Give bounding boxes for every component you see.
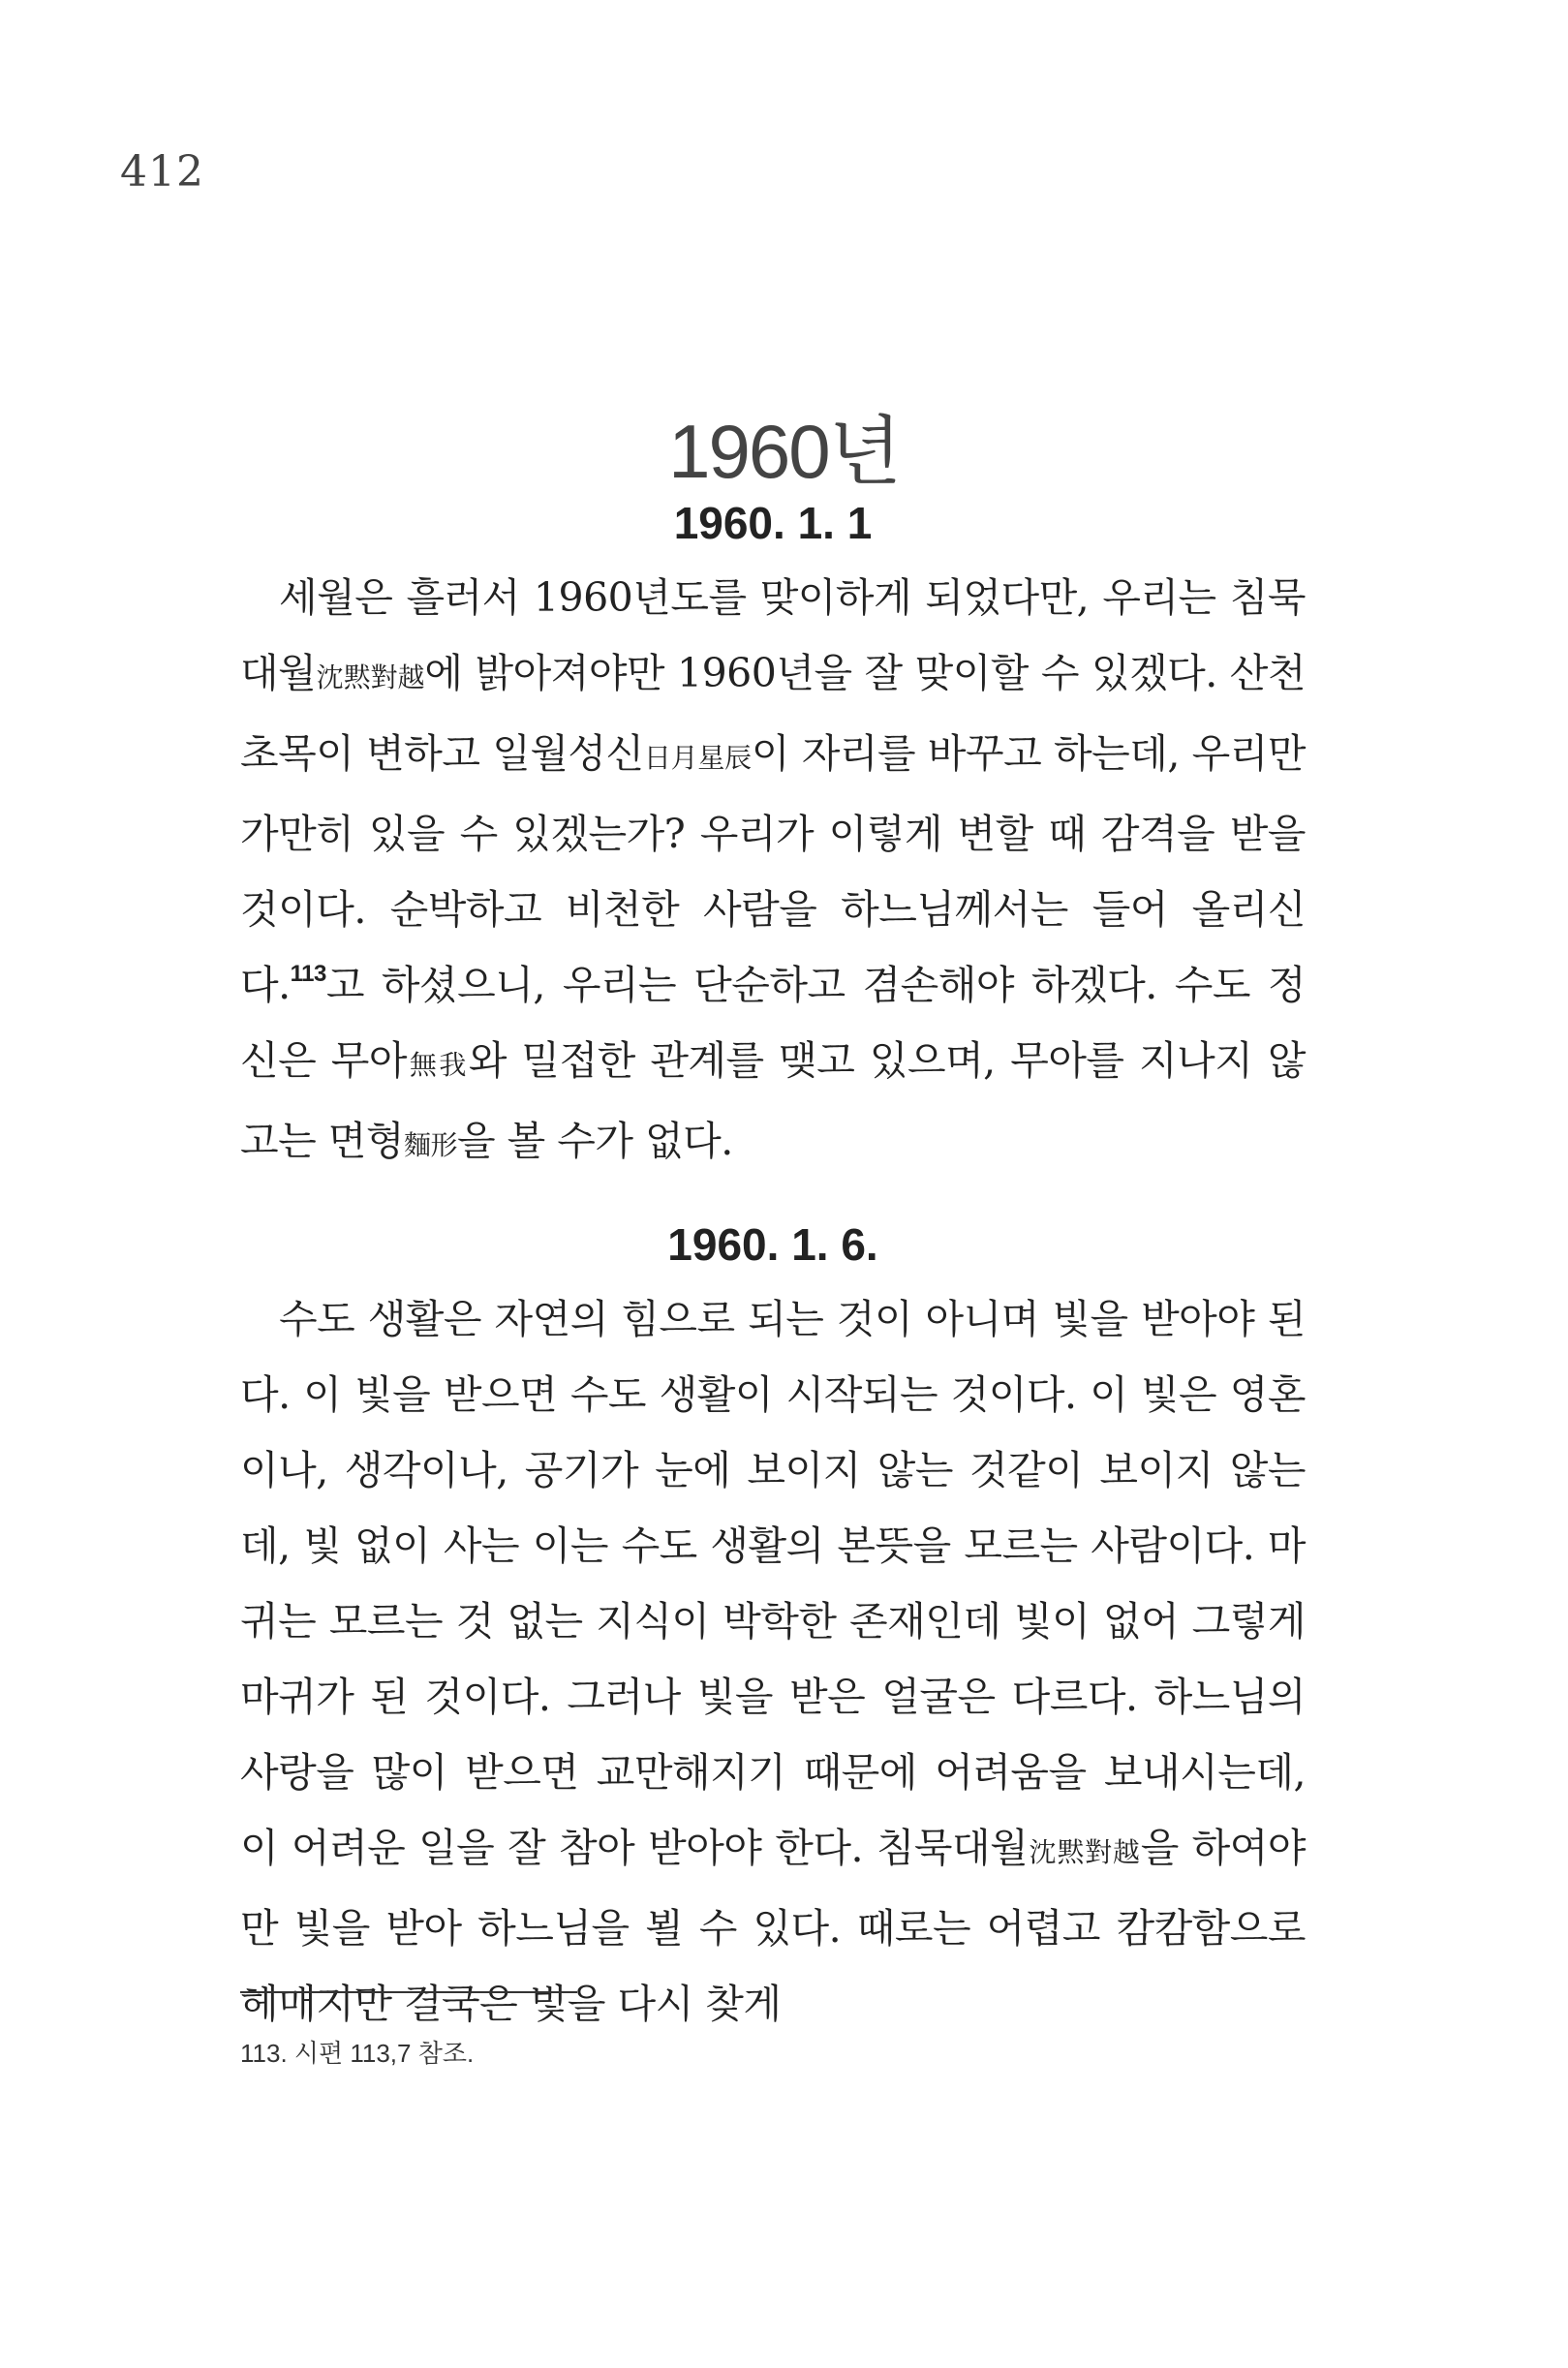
chapter-title: 1960년 xyxy=(668,409,900,495)
text-run: 이 자리를 바꾸고 하는데, 우리만 가만히 있을 수 있겠는가? 우리가 이렇게 변할 때 감격을 받을 것이다. 순박하고 비천한 사람을 하느님께서는 들어 올리신다. xyxy=(240,730,1306,1008)
entry-body xyxy=(240,560,1306,1184)
entry-date: 1960. 1. 1 xyxy=(673,498,873,548)
diary-entry xyxy=(240,494,1306,1184)
text-run: 을 하여야만 빛을 받아 하느님을 뵐 수 있다. 때로는 어렵고 캄캄함으로 헤매지만 결국은 빛을 다시 찾게 xyxy=(240,1825,1306,2027)
hanja-gloss: 日月星辰 xyxy=(643,742,752,774)
entry-date: 1960. 1. 6. xyxy=(667,1219,878,1270)
page-number: 412 xyxy=(120,147,204,197)
footnote: 113. 시편 113,7 참조. xyxy=(240,2039,475,2068)
text-run: 에 밝아져야만 1960년을 잘 맞이할 수 있겠다. 산천초목이 변하고 일월성신 xyxy=(240,650,1306,777)
hanja-gloss: 沈黙對越 xyxy=(1028,1836,1141,1868)
text-run: 세월은 흘러서 1960년도를 맞이하게 되었다만, 우리는 침묵대월 xyxy=(240,574,1306,696)
footnote-divider xyxy=(240,1991,577,1993)
diary-entry xyxy=(240,1215,1306,2042)
text-run: 고 하셨으니, 우리는 단순하고 겸손해야 하겠다. 수도 정신은 무아 xyxy=(240,962,1306,1084)
text-run: 을 볼 수가 없다. xyxy=(456,1118,733,1164)
text-run: 수도 생활은 자연의 힘으로 되는 것이 아니며 빛을 받아야 된다. 이 빛을 받으면 수도 생활이 시작되는 것이다. 이 빛은 영혼이나, 생각이나, 공기가 눈에 보이지 않는 것같이 보이지 않는데, 빛 없이 사는 이는 수도 생활의 본뜻을 모르는 사람이다. 마귀는 모르는 것 없는 지식이 박학한 존재인데 빛이 없어 그렇게 마귀가 된 것이다. 그러나 빛을 받은 얼굴은 다르다. 하느님의 사랑을 많이 받으면 교만해지기 때문에 어려움을 보내시는데, 이 어려운 일을 잘 참아 받아야 한다. 침묵대월 xyxy=(240,1296,1306,1871)
hanja-gloss: 沈黙對越 xyxy=(316,661,425,693)
hanja-gloss: 麵形 xyxy=(403,1129,457,1161)
hanja-gloss: 無我 xyxy=(406,1049,469,1081)
footnote-reference[interactable]: 113 xyxy=(290,961,326,987)
entry-body xyxy=(240,1281,1306,2042)
text-run: 와 밀접한 관계를 맺고 있으며, 무아를 지나지 않고는 면형 xyxy=(240,1037,1306,1164)
